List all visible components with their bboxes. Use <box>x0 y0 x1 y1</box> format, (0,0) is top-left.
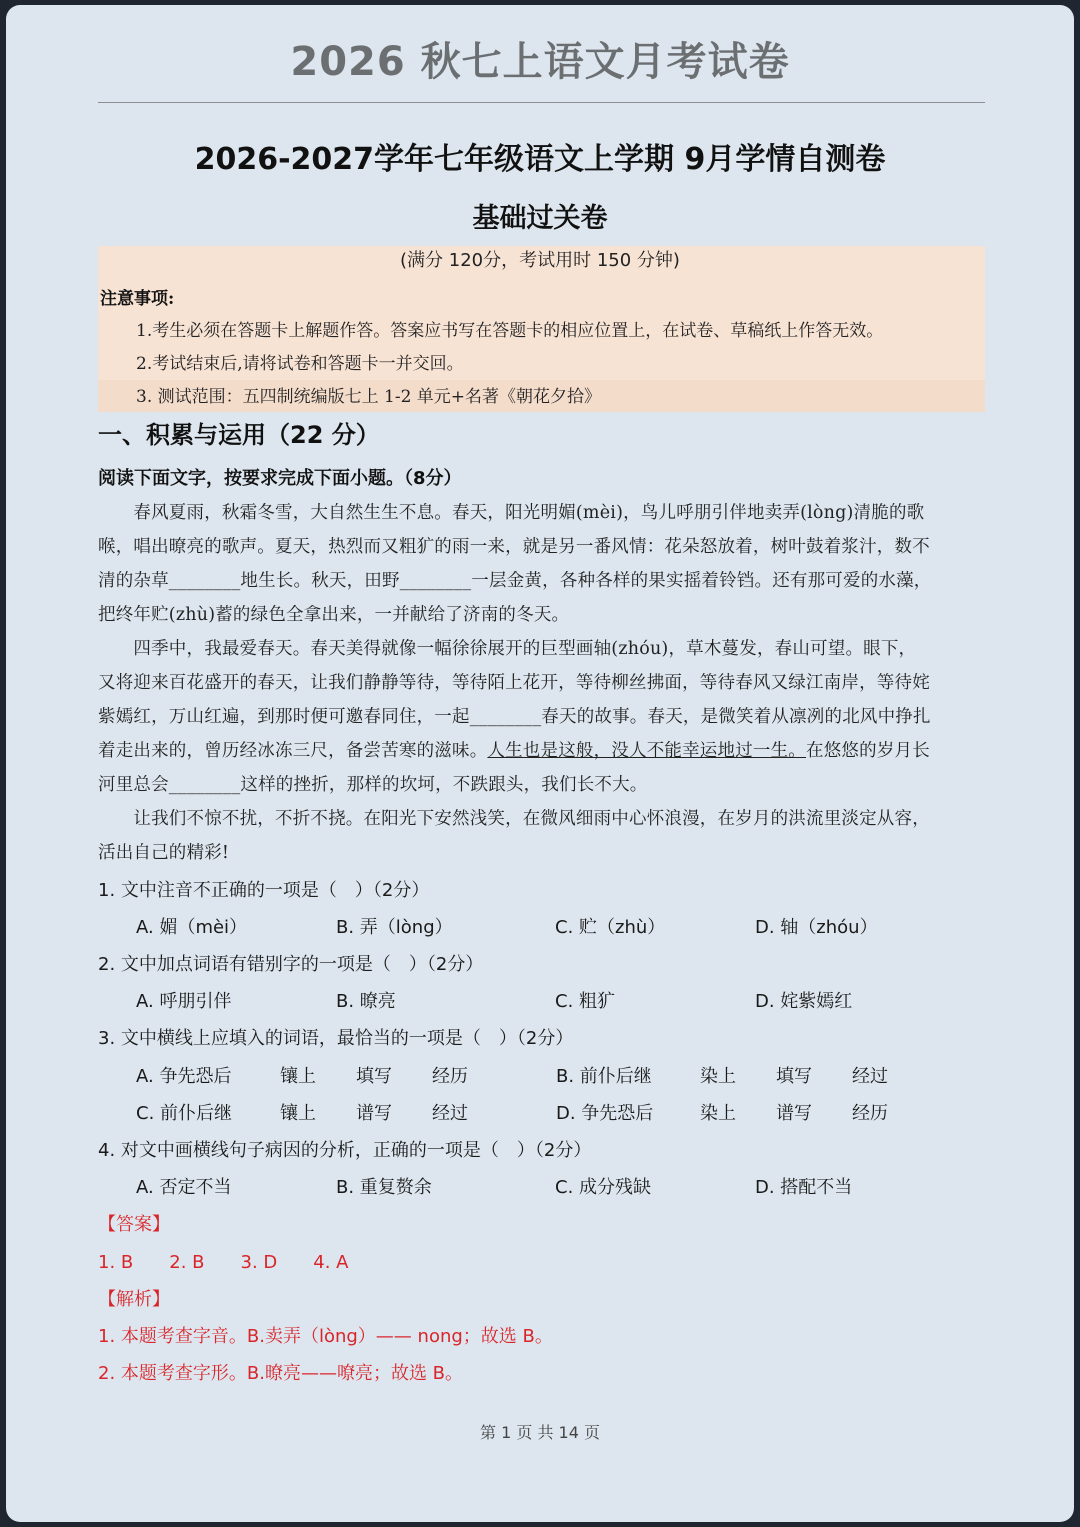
page-footer: 第 1 页 共 14 页 <box>480 1423 600 1442</box>
q3-option-word: 镶上 <box>280 1103 316 1124</box>
q3-option-d: D. 争先恐后 <box>556 1103 654 1124</box>
question-4-stem: 4. 对文中画横线句子病因的分析，正确的一项是（ ）（2分） <box>98 1140 592 1161</box>
exam-subtitle: 基础过关卷 <box>472 203 608 234</box>
q2-option-b: B. 暸亮 <box>336 991 396 1012</box>
q1-option-c: C. 贮（zhù） <box>555 917 666 938</box>
passage-line <box>98 739 988 763</box>
passage-line: 让我们不惊不扰，不折不挠。在阳光下安然浅笑，在微风细雨中心怀浪漫，在岁月的洪流里淡定从容， <box>98 809 930 829</box>
notice-item: 3. 测试范围：五四制统编版七上 1-2 单元+名著《朝花夕拾》 <box>136 387 602 407</box>
q4-option-b: B. 重复赘余 <box>336 1177 432 1198</box>
q3-option-word: 填写 <box>356 1066 392 1087</box>
passage-line: 春风夏雨，秋霜冬雪，大自然生生不息。春天，阳光明媚(mèi)，鸟儿呼朋引伴地卖弄(lòng)清脆的歌 <box>98 503 925 523</box>
q2-option-a: A. 呼朋引伴 <box>136 991 232 1012</box>
passage-line-tail: 在悠悠的岁月长 <box>806 741 930 761</box>
passage-line: 紫嫣红，万山红遍，到那时便可邀春同住，一起________春天的故事。春天，是微笑着从凛冽的北风中挣扎 <box>98 707 931 727</box>
q3-option-word: 经历 <box>432 1066 468 1087</box>
question-3-stem: 3. 文中横线上应填入的词语，最恰当的一项是（ ）（2分） <box>98 1028 574 1049</box>
passage-line: 喉，唱出暸亮的歌声。夏天，热烈而又粗犷的雨一来，就是另一番风情：花朵怒放着，树叶鼓着浆汁，数不 <box>98 537 930 557</box>
analysis-item: 1. 本题考查字音。B.卖弄（lòng）—— nong；故选 B。 <box>98 1326 553 1347</box>
q3-option-c: C. 前仆后继 <box>136 1103 233 1124</box>
q4-option-c: C. 成分残缺 <box>555 1177 652 1198</box>
q3-option-a: A. 争先恐后 <box>136 1066 232 1087</box>
passage-line: 四季中，我最爱春天。春天美得就像一幅徐徐展开的巨型画轴(zhóu)，草木蔓发，春山可望。眼下， <box>98 639 917 659</box>
q1-option-b: B. 弄（lòng） <box>336 917 453 938</box>
notice-item: 1.考生必须在答题卡上解题作答。答案应书写在答题卡的相应位置上，在试卷、草稿纸上作答无效。 <box>136 321 884 341</box>
q3-option-word: 谱写 <box>356 1103 392 1124</box>
page-banner: 2026 秋七上语文月考试卷 <box>290 39 790 85</box>
q3-option-b: B. 前仆后继 <box>556 1066 652 1087</box>
exam-meta: (满分 120分，考试用时 150 分钟) <box>400 250 680 271</box>
q2-option-c: C. 粗犷 <box>555 991 616 1012</box>
underlined-sentence: 人生也是这般，没人不能幸运地过一生。 <box>487 741 807 761</box>
exam-title: 2026-2027学年七年级语文上学期 9月学情自测卷 <box>194 142 886 177</box>
q3-option-word: 填写 <box>776 1066 812 1087</box>
analysis-item: 2. 本题考查字形。B.暸亮——嘹亮；故选 B。 <box>98 1363 464 1384</box>
q3-option-word: 染上 <box>700 1066 736 1087</box>
answer-text: 1. B 2. B 3. D 4. A <box>98 1252 349 1273</box>
q3-option-word: 经过 <box>852 1066 888 1087</box>
passage-line: 清的杂草________地生长。秋天，田野________一层金黄，各种各样的果实摇着铃铛。还有那可爱的水藻， <box>98 571 932 591</box>
passage-line: 活出自己的精彩! <box>98 843 230 863</box>
question-1-stem: 1. 文中注音不正确的一项是（ ）（2分） <box>98 880 430 901</box>
q1-option-a: A. 媚（mèi） <box>136 917 248 938</box>
q1-option-d: D. 轴（zhóu） <box>755 917 878 938</box>
passage-line: 把终年贮(zhù)蓄的绿色全拿出来，一并献给了济南的冬天。 <box>98 605 570 625</box>
q4-option-d: D. 搭配不当 <box>755 1177 853 1198</box>
q4-option-a: A. 否定不当 <box>136 1177 232 1198</box>
banner-divider <box>98 102 985 103</box>
q3-option-word: 染上 <box>700 1103 736 1124</box>
notice-heading: 注意事项: <box>100 289 175 309</box>
q3-option-word: 谱写 <box>776 1103 812 1124</box>
notice-item: 2.考试结束后,请将试卷和答题卡一并交回。 <box>136 354 464 374</box>
analysis-label: 【解析】 <box>98 1289 170 1310</box>
question-2-stem: 2. 文中加点词语有错别字的一项是（ ）（2分） <box>98 954 484 975</box>
q3-option-word: 经历 <box>852 1103 888 1124</box>
passage-line: 河里总会________这样的挫折，那样的坎坷，不跌跟头，我们长不大。 <box>98 775 648 795</box>
answer-label: 【答案】 <box>98 1214 170 1235</box>
q3-option-word: 镶上 <box>280 1066 316 1087</box>
passage-line: 又将迎来百花盛开的春天，让我们静静等待，等待陌上花开，等待柳丝拂面，等待春风又绿江南岸，等待姹 <box>98 673 930 693</box>
q2-option-d: D. 姹紫嫣红 <box>755 991 853 1012</box>
q3-option-word: 经过 <box>432 1103 468 1124</box>
passage-line-start: 着走出来的，曾历经冰冻三尺，备尝苦寒的滋味。 <box>98 741 488 761</box>
reading-instruction: 阅读下面文字，按要求完成下面小题。（8分） <box>98 468 462 489</box>
section-heading: 一、积累与运用（22 分） <box>98 421 380 449</box>
